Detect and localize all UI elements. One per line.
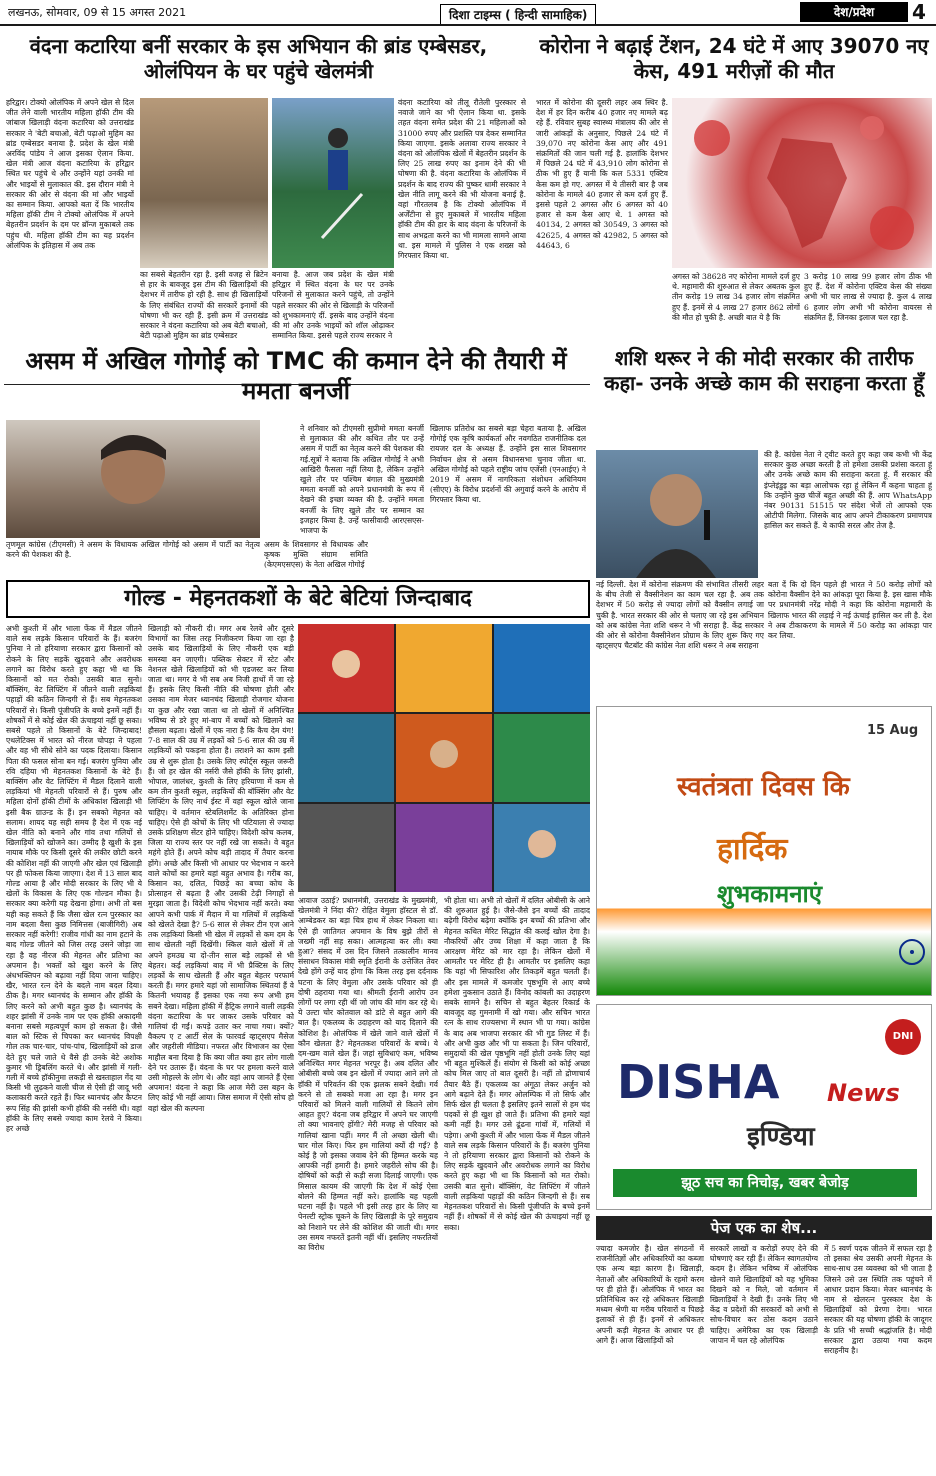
microphone-icon: DNI: [885, 1019, 921, 1055]
story4-col-top: की है. कांग्रेस नेता ने ट्वीट करते हुए कहा जब कभी भी केंद्र सरकार कुछ अच्छा करती है तो हमेशा उसकी प्रशंसा करता हूं और उनके अच्छे काम की सराहना करता हूं. मैं सरकार की इंप्लेइंडुइ का बड़ा आलोचक रहा हूं लेकिन मैं कहना चाहता हूं कि उन्होंने कुछ चीजें बहुत अच्छी की हैं. आप WhatsApp नंबर 90131 51515 पर संदेश भेजें तो आपको एक ओटीपी मिलेगा. जिसके बाद आप अपने टीकाकरण प्रमाणपत्र हासिल कर सकते हैं. ये काफी सरल और तेज है.: [764, 450, 932, 531]
story2-headline: कोरोना ने बढ़ाई टेंशन, 24 घंटे में आए 39070 नए केस, 491 मरीज़ों की मौत: [539, 34, 929, 83]
story2-col1: भारत में कोरोना की दूसरी लहर अब स्थिर है. देश में हर दिन करीब 40 हजार नए मामले बढ़ रहे हैं. रविवार सुबह स्वास्थ्य मंत्रालय की ओर से जारी आंकड़ों के अनुसार, पिछले 24 घंटे में 39,070 नए कोरोना केस आए और 491 संक्रमितों की जान चली गई है. हालांकि देशभर में पिछले 24 घंटे में 43,910 लोग कोरोना से ठीक भी हुए हैं यानी कि कल 5331 एक्टिव केस कम हो गए. अगस्त में ये तीसरी बार है जब कोरोना के मामले 40 हजार से कम दर्ज हुए हैं. इससे पहले 2 अगस्त और 6 अगस्त को 40 हजार से कम केस आए थे. 1 अगस्त को 40134, 2 अगस्त को 30549, 3 अगस्त को 42625, 4 अगस्त को 42982, 5 अगस्त को 44643, 6: [536, 98, 668, 250]
athletes-collage-icon: [298, 624, 590, 892]
brand-sub: इण्डिया: [747, 1122, 815, 1152]
continued-col3: में 5 स्वर्ण पदक जीतने में सफल रहा है तो इसका श्रेय उसकी अपनी मेहनत के साथ-साथ उस व्यवस्था को भी जाता है जिसने उसे उस स्थिति तक पहुंचने में आधार प्रदान किया। मेजर ध्यानचंद के नाम से खेलरत्न पुरस्कार देश के खिलाड़ियों को प्रेरणा देगा। भारत सरकार की यह घोषणा हॉकी के जादूगर के प्रति भी सच्ची श्रद्धांजलि है। मोदी सरकार द्वारा उठाया गया कदम सराहनीय है।: [824, 1244, 932, 1356]
story3-photo-portrait: [6, 420, 260, 538]
person-portrait-icon: [6, 420, 260, 538]
story5-col3: आवाज उठाई? प्रधानमंत्री, उत्तराखंड के मुख्यमंत्री, खेलमंत्री ने निंदा की? रोहित वेमुला हॉस्टल से डॉ. आम्बेडकर का बड़ा चित्र हाथ में लेकर निकला था। ऐसे ही जातिगत अपमान के विष बुझे तीरों से जख्मी नहीं सह सका। आत्महत्या कर ली। क्या हुआ? संसद में उस दिन जिसने तत्कालीन मानव संसाधन विकास मंत्री स्मृति ईरानी के उत्तेजित तेवर देखे होंगे उन्हें याद होगा कि किस तरह इस दर्दनाक घटना के लिए वेमुला और उसके परिवार को ही दोषी ठहराया गया था। श्रीमती ईरानी आरोप उन लोगों पर लगा रही थीं जो जांच की मांग कर रहे थे। ये उल्टा चोर कोतवाल को डांटे से बहुत आगे की बात है। एकलव्य के उदाहरण को याद दिलाने की कोशिश है। ओलंपिक में खेले जाने वाले खेलों में कौन खेलता है? मेहनतकश परिवारों के बच्चे। ये दम-खम वाले खेल हैं। जहां सुविधाएं कम, भविष्य अनिश्चित मगर मेहनत भरपूर है। अब दलित और ओबीसी बच्चे जब इन खेलों में ज्यादा आने लगे तो हॉकी में परिवर्तन की एक झलक सबने देखी। गर्व करने से तो सबको मजा आ रहा है। मगर इन परिवारों को मिलने वाली गालियों से कितने लोग आहत हुए? वंदना जब हरिद्वार में अपने घर जाएगी तो क्या भावनाएं होंगी? मेरी मजह से परिवार को गालियां खाना पड़ीं। मगर मैं तो अच्छा खेली थी। चार गोल किए। फिर हम गालियां क्यों दी गईं? है कोई है जो इसका जवाब देने की हिम्मत करके यह आपकी नहीं हमारी है। हमारे जहरीले सोच की है। दोषियों को कड़ी से कड़ी सजा दिलाई जाएगी। एक मिसाल कायम की जाएगी कि देश में कोई ऐसा बोलने की हिम्मत नहीं करे। हालांकि यह पहली घटना नहीं है। पहले भी इसी तरह हार के लिए या पेनल्टी स्ट्रोक चूकने के लिए खिलाड़ी के पूरे समुदाय को निशाने पर लेने की कोशिश की जाती थी। मगर उस समय नफरतें इतनी नहीं थीं। इसलिए नफरतियों का विरोध: [298, 896, 438, 1252]
story1-photo-hockey: [272, 98, 394, 268]
story5-col1: अभी कुश्ती में और भाला फेंक में मैडल जीतने वाले सब लड़के किसान परिवारों के हैं। बजरंग पुनिया ने तो हरियाणा सरकार द्वारा किसानों को रोकने के लिए सड़कें खुदवाने और अवरोधक लगाने का विरोध करते हुए कहा भी था कि किसानों को मत रोको। उसकी बात सुनो। बॉक्सिंग, वेट लिफ्टिंग में जीतने वाली लड़कियां पहाड़ों की कठिन जिन्दगी से हैं। सब मेहनतकश परिवारों से। किसी पूंजीपति के बच्चे इनमें नहीं हैं। शोषकों में से कोई खेल की ऊंचाइयां नहीं छू सका। सबसे पहले तो किसानों के बेटे जिन्दाबाद! एथलेटिक्स में भारत को नीरज चोपड़ा ने पहला और वह भी सीधे सोने का पदक दिलाया। किसान पिता की फसल सोना बन गई। बजरंग पुनिया और रवि दहिया भी मेहनतकश किसानों के बेटे हैं। बाक्सिंग और वेट लिफ्टिंग में मैडल दिलाने वाली लड़कियां भी मेहनती परिवारों से हैं। पुरुष और महिला दोनों हॉकी टीमों के अधिकांश खिलाड़ी भी इसी बैक ग्राउन्ड के हैं। इन सबको मेहनत को सलाम। शायद यह सही समय है देश में एक नई खेल नीति को बनाने और गांव तथा गलियों से खिलाड़ियों को खोजने का। उम्मीद है खुशी के इस नायाब मौके पर किसी दूसरे की लकीर छोटी करने की कोशिश नहीं की जाएगी और खेल एवं खिलाड़ी पर ही फोकस किया जाएगा। देश में 13 साल बाद गोल्ड आया है और मोदी सरकार के लिए भी ये खेलों के विकास के लिए एक गोल्डन मौका है। सरकार क्या करेगी यह देखना होगा। अभी तो बस यही कह सकते हैं कि जैसा खेल रत्न पुरस्कार का नाम बदला वैसा कुछ निमित्तस (बाजीगिरी) अब सरकार नहीं करेगी! राजीव गांधी का नाम हटाने के बाद गोल्ड जीतने को जिस तरह उसने जोड़ा जा रहा है वह नीरज की मेहनत और प्रतिभा का अपमान है। भक्तों को खुश करने के लिए अंधभक्तिपन को बढ़ावा नहीं दिया जाना चाहिए। खैर, भारत रत्न देने के बदले नाम बदल दिया। ठीक है। मगर ध्यानचंद के सम्मान और हॉकी के लिए करने को अभी बहुत कुछ है। ध्यानचंद के शहर झांसी में उनके नाम पर एक हॉकी अकादमी बनाना सबसे महत्वपूर्ण काम हो सकता है। जैसे बाल को स्टिक से चिपका कर ध्यानचंद विपक्षी गोल तक चार-चार, पांच-पांच, खिलाड़ियों को डाज देते हुए चले जाते थे वैसे ही उनके बेटे अशोक कुमार भी ड्रिबलिंग करते थे। और झांसी में गली-गली में बच्चे हॉकीनुमा लकड़ी से खस्ताहाल गेंद या किसी भी लुढ़कने वाली चीज से ऐसी ही जादू भरी कलाकारी करते रहते हैं। फिर ध्यानचंद और कैप्टन रूप सिंह की झांसी कभी हॉकी की नर्सरी थी। वहां हॉकी के लिए सबसे ज्यादा काम रेलवे ने किया। हर अच्छे: [6, 624, 142, 1133]
ad-date-tag: 15 Aug: [867, 723, 919, 738]
brand-news: News: [827, 1079, 900, 1107]
story2-col3: 3 करोड़ 10 लाख 99 हजार लोग ठीक भी हुए हैं. देश में कोरोना एक्टिव केस की संख्या अभी भी चार लाख से ज्यादा है. कुल 4 लाख 6 हजार लोग अभी भी कोरोना वायरस से संक्रमित हैं, जिनका इलाज चल रहा है.: [804, 272, 932, 322]
story5-col2: खिलाड़ी को नौकरी दी। मगर अब रेलवे और दूसरे विभागों का जिस तरह निजीकरण किया जा रहा है उसके बाद खिलाड़ियों के लिए नौकरी एक बड़ी समस्या बन जाएगी। पब्लिक सेक्टर में स्टेट और नेशनल खेले खिलाड़ियों को भी एडजस्ट कर लिया जाता था। मगर वे भी सब अब निजी हाथों में जा रहे हैं। इसके लिए किसी नीति की घोषणा होती और उसका नाम मेजर ध्यानचंद खिलाड़ी रोजगार योजना या कुछ और रखा जाता था तो खेलों में अनिश्चित भविष्य से डरे हुए मां-बाप में बच्चों को खिलाने का हौसला बढ़ता। खेलों में एक नारा है कि कैच देम यंग! 7-8 साल की उम्र में लड़कों को 5-6 साल की उम्र में लड़कियों को पकड़ना होता है। तराशने का काम इसी उम्र से शुरू होता है। उसके लिए स्पोर्ट्स स्कूल जरूरी हैं। जो हर खेल की नर्सरी जैसे हॉकी के लिए झांसी, भोपाल, जालंधर, कुश्ती के लिए हरियाणा में कम से कम तीन कुश्ती स्कूल, लड़कियों की बॉक्सिंग और वेट लिफ्टिंग के लिए नार्थ ईस्ट में वहां स्कूल खोले जाना चाहिए। ये वर्तमान स्टेबलिशमेंट के अतिरिक्त होना चाहिए। ऐसे ही कोचों के लिए भी पटियाला से ज्यादा उसके प्रशिक्षण सेंटर होने चाहिए। विदेशी कोच कलब, जिला या राज्य स्तर पर नहीं रखे जा सकते। वे बहुत महंगे होते हैं। अपने कोच बड़ी तादाद में तैयार करना होंगे। अच्छे और किसी भी आधार पर भेदभाव न करने वाले कोचों का हमारे यहां बहुत अभाव है। गरीब का, किसान का, दलित, पिछड़े का बच्चा कोच के प्रोत्साहन से बढ़ता है और उसकी टेढ़ी निगाहों से मुरझा जाता है। विदेशी कोच भेदभाव नहीं करते। क्या आपने कभी पार्क में मैदान में या गलियों में लड़कियों को खेलते देखा है? 5-6 साल से लेकर टीन एज आने तक लड़कियां किसी भी खेल में लड़कों से कम दम के साथ खेलती नहीं दिखेंगी। स्किल वाले खेलों में तो अपने हमउम्र या दो-तीन साल बड़े लड़कों से भी बेहतर। कई लड़कियां बाद में भी प्रैक्टिस के लिए लड़कों के साथ खेलती हैं और बहुत बेहतर परफार्म करती हैं। मगर हमारे यहां जो सामाजिक स्थितयां हैं वे कितनी भयावह हैं इसका एक नया रूप अभी हम सबने देखा। महिला हॉकी में हैट्रिक लगाने वाली लड़की वंदना कटारिया के घर जाकर उसके परिवार को गालियां दी गईं। कपड़े उतार कर नाचा गया। क्यों? वैकल्प ए ट आर्टी सेल के फारवर्ड व्हाट्सएप मैसेज और जहरीली मीडिया। नफरत और विभाजन का ऐसा माहौल बना दिया है कि क्या जीत क्या हार लोग गाली देने पर उतारू हैं। वंदना के घर पर हमला करने वाले उसी मोहल्ले के लोग थे। और वहां आप जानते हैं ऐसा अपमान! वंदना ने कहा कि आज मेरी उस बहन के लिए कोई भी नहीं आया। जिस समाज में ऐसी सोच हो वहां खेल की कल्पना: [148, 624, 294, 1113]
ad-line2: हार्दिक: [717, 832, 788, 867]
story1-photo-ceremony: [140, 98, 268, 268]
story3-col3: ने शनिवार को टीएमसी सुप्रीमो ममता बनर्जी से मुलाकात की और कथित तौर पर उन्हें असम में पार्टी का नेतृत्व करने की पेशकश की गई.सूत्रों ने बताया कि अखिल गोगोई ने अभी आखिरी फैसला नहीं लिया है, लेकिन उन्होंने खुले तौर पर पश्चिम बंगाल की मुख्यमंत्री ममता बनर्जी को अपने प्रधानमंत्री के रूप में देखने की इच्छा व्यक्त की है. उन्होंने ममता बनर्जी के लिए खुले तौर पर सम्मान का इजहार किया है. उन्हें फासीवादी आरएसएस-भाजपा के: [300, 424, 424, 536]
brand-disha: DISHA: [617, 1055, 780, 1109]
story3-col4: खिलाफ प्रतिरोध का सबसे बड़ा चेहरा बताया है. अखिल गोगोई एक कृषि कार्यकर्ता और नवगठित राजनीतिक दल रायजर दल के अध्यक्ष हैं. उन्होंने इस साल शिवसागर निर्वाचन क्षेत्र से असम विधानसभा चुनाव जीता था. अखिल गोगोई को पहले राष्ट्रीय जांच एजेंसी (एनआईए) ने 2019 में असम में नागरिकता संशोधन अधिनियम (सीएए) के विरोध प्रदर्शनों की अगुवाई करने के आरोप में गिरफ्तार किया था.: [430, 424, 586, 505]
story1-col1: हरिद्वार। टोक्यो ओलंपिक में अपने खेल से दिल जीत लेने वाली भारतीय महिला हॉकी टीम की जांबाज खिलाड़ी वंदना कटारिया को उत्तराखंड सरकार ने 'बेटी बचाओ, बेटी पढ़ाओ मुहिम का ब्रांड एम्बेसडर बनाया है. प्रदेश के खेल मंत्री अरविंद पांडेय ने आज इसका ऐलान किया. खेल मंत्री आज वंदना कटारिया के हरिद्वार स्थित घर पहुंचे थे और उन्होंने यहां उनकी मां और भाइयों से मुलाकात की. इस दौरान मंत्री ने सरकार की ओर से वंदना की मां और भाइयों का सम्मान किया. आपको बता दें कि भारतीय महिला हॉकी टीम ने टोक्यो ओलंपिक में अपने बेहतरीन प्रदर्शन के दम पर ब्रॉन्ज मुकाबले तक पहुंच थी. महिला हॉकी टीम का यह प्रदर्शन ओलंपिक के इतिहास में अब तक: [6, 98, 134, 250]
page-header: [0, 0, 936, 26]
section-label: देश/प्रदेश: [800, 2, 908, 22]
masthead: दिशा टाइम्स ( हिन्दी सामाहिक): [440, 4, 596, 25]
story1-col4: वंदना कटारिया को तीलू रौतेली पुरस्कार से नवाजे जाने का भी ऐलान किया था. इसके तहत वंदना समेत प्रदेश की 21 महिलाओं को 31000 रुपए और प्रशस्ति पत्र देकर सम्मानित किया जाएगा. इसके अलावा राज्य सरकार ने वंदना को ओलंपिक खेलों में बेहतरीन प्रदर्शन के लिए 25 लाख रुपए का इनाम देने की भी घोषणा की है. वंदना कटारिया के ओलंपिक में प्रदर्शन के बाद राज्य की पुष्कर धामी सरकार ने खेल नीति लागू करने की भी योजना बनाई है. वहां गौरतलब है कि टोक्यो ओलंपिक में अर्जेंटीना से हुए मुकाबले में भारतीय महिला हॉकी टीम की हार के बाद वंदना के परिजनों के साथ अभद्रता करने का भी मामला सामने आया था. इस मामले में पुलिस ने एक शख्स को गिरफ्तार किया था.: [398, 98, 526, 261]
story3-caption: तृणमूल कांग्रेस (टीएमसी) ने असम के विधायक अखिल गोगोई को असम में पार्टी का नेतृत्व करने की पेशकश की है.: [6, 540, 260, 560]
story4-headline: शशि थरूर ने की मोदी सरकार की तारीफ कहा- उनके अच्छे काम की सराहना करता हूँ: [604, 346, 924, 395]
ad-tagline: झूठ सच का निचोड़, खबर बेजोड़: [613, 1169, 917, 1197]
story5-photo-athletes: [298, 624, 590, 892]
story5-headline: गोल्ड - मेहनतकशों के बेटे बेटियां जिन्दाबाद: [6, 580, 590, 618]
ad-line1: स्वतंत्रता दिवस कि: [677, 772, 850, 802]
virus-icon: [672, 98, 932, 268]
ashoka-chakra-icon: [897, 937, 927, 967]
dateline: लखनऊ, सोमवार, 09 से 15 अगस्त 2021: [8, 6, 187, 19]
person-portrait-icon: [596, 450, 758, 578]
story2-photo-virus: [672, 98, 932, 268]
continued-col2: सरकारें लाखों व करोड़ों रुपए देने की घोषणाएं कर रही हैं। लेकिन स्वागतयोग्य कदम है। लेकिन भविष्य में ओलंपिक खेलने वाले खिलाड़ियों को यह भूमिका दिखने को न मिले, जो वर्तमान में खिलाड़ियों ने देखी हैं। उनके लिए भी केंद्र व प्रदेशों की सरकारों को अभी से सोच-विचार कर ठोस कदम उठाने चाहिए। अमेरिका का एक खिलाड़ी जापान में चल रहे ओलंपिक: [710, 1244, 818, 1345]
continued-heading: पेज एक का शेष...: [596, 1216, 932, 1240]
hockey-player-icon: [272, 98, 394, 268]
continued-col1: ज्यादा कमजोर है। खेल संगठनों में राजनीतिज्ञों और अधिकारियों का कब्जा एक अन्य बड़ा कारण है। खिलाड़ी, नेताओं और अधिकारियों के रहमो करम पर ही होते हैं। ओलंपिक में भारत का प्रतिनिधित्व कर रहे अधिकतर खिलाड़ी मध्यम श्रेणी या गरीब परिवारों व पिछड़े इलाकों से ही हैं। इनमें से अधिकतर अपनी कड़ी मेहनत के आधार पर ही आगे हैं। आज खिलाड़ियों को: [596, 1244, 704, 1345]
page-number: 4: [912, 0, 926, 24]
story3-col2: असम के शिवसागर से विधायक और कृषक मुक्ति संग्राम समिति (केएमएसएस) के नेता अखिल गोगोई: [264, 540, 368, 570]
story1-col2: का सबसे बेहतरीन रहा है. इसी वजह से ब्रिटेन से हार के बावजूद इस टीम की खिलाड़ियों की देशभर में तारीफ हो रही है. साथ ही खिलाड़ियों के लिए संबंधित राज्यों की सरकारें इनामों की घोषणा भी कर रही हैं. इसी क्रम में उत्तराखंड सरकार ने वंदना कटारिया को अब बेटी बचाओ, बेटी पढ़ाओ मुहिम का ब्रांड एम्बेसडर: [140, 270, 268, 341]
story3-headline: असम में अखिल गोगोई को TMC की कमान देने की तैयारी में ममता बनर्जी: [25, 347, 567, 405]
story4-photo-portrait: [596, 450, 758, 578]
story2-col2: अगस्त को 38628 नए कोरोना मामले दर्ज हुए थे. महामारी की शुरुआत से लेकर अबतक कुल तीन करोड़ 19 लाख 34 हजार लोग संक्रमित हुए हैं. इनमें से 4 लाख 27 हजार 862 लोगों की मौत हो चुकी है. अच्छी बात ये है कि: [672, 272, 800, 322]
independence-day-ad: [596, 706, 932, 996]
story4-col-left: नई दिल्ली. देश में कोरोना संक्रमण की संभावित तीसरी लहर के बीच तेजी से वैक्सीनेशन का काम चल रहा है. अब तक देशभर में 50 करोड़ से ज्यादा लोगों को वैक्सीन लगाई जा चुकी है. भारत सरकार की ओर से चलाए जा रहे इस अभियान को अब कांग्रेस नेता शशि थरूर ने भी सराहा है. केंद्र सरकार की ओर से कोरोना वैक्सीनेशन प्रोग्राम के लिए शुरू किए गए व्हाट्सएप चैटबॉट की कांग्रेस नेता शशि थरूर ने अब सराहना: [596, 580, 764, 651]
story1-col3: बनाया है. आज जब प्रदेश के खेल मंत्री हरिद्वार में स्थित वंदना के घर पर उनके परिजनों से मुलाकात करने पहुंचे, तो उन्होंने पहले सरकार की ओर से खिलाड़ी के परिजनों को शुभकामनाएं दीं. इसके बाद उन्होंने वंदना की मां और उनके भाइयों को शॉल ओढ़ाकर सम्मानित किया. इससे पहले राज्य सरकार ने: [272, 270, 394, 341]
story5-col4: भी होता था। अभी तो खेलों में दलित ओबीसी के आने की शुरुआत हुई है। जैसे-जैसे इन बच्चों की तादाद बढ़ेगी विरोध बढ़ेगा क्योंकि इन बच्चों की प्रतिभा और मेहनत कथित मेरिट सिद्धांत की कलई खोल देगा है। नौकरियों और उच्च शिक्षा में कहा जाता है कि आरक्षण मेरिट को मार रहा है। लेकिन खेलों में आमतौर पर मेरिट ही है। आमतौर पर इसलिए कहा कि यहां भी सिफारिश और तिकड़में बहुत चलती हैं। और इस मामले में कमजोर पृष्ठभूमि से आए बच्चे हमेशा नुकसान उठाते हैं। विनोद कांबली का उदाहरण सबके सामने है। सचिन से बहुत बेहतर रिकार्ड के बावजूद वह गुमनामी में खो गया। और सचिन भारत रत्न के साथ राज्यसभा में स्थान भी पा गया। कांग्रेस के बाद अब भाजपा सरकार की भी गुड लिस्ट में हैं। और अभी कुछ और भी पा सकता है। जिन परिवारों, समुदायों की खेल पृष्ठभूमि नहीं होती उनके लिए यहां भी बहुत मुश्किलें हैं। संयोग से किसी को कोई अच्छा कोच मिल जाए तो बात दूसरी है। नहीं तो द्रोणाचार्य तैयार बैठे हैं। एकलव्य का अंगूठा लेकर अर्जुन को आगे बढ़ाने देते हैं। मगर ओलम्पिक में तो सिर्फ और सिर्फ खेल ही चलता है इसलिए इतने सालों से हम चंद पदकों से ही खुश हो जाते हैं। प्रतिभा की हमारे यहां कमी नहीं है। मगर उसे ढूंढना गांवों में, गलियों में पड़ेगा। अभी कुश्ती में और भाला फेंक में मैडल जीतने वाले सब लड़के किसान परिवारों के हैं। बजरंग पुनिया ने तो हरियाणा सरकार द्वारा किसानों को रोकने के लिए सड़कें खुदवाने और अवरोधक लगाने का विरोध करते हुए कहा भी था कि किसानों को मत रोको। उसकी बात सुनो। बॉक्सिंग, वेट लिफ्टिंग में जीतने वाली लड़कियां पहाड़ों की कठिन जिन्दगी से हैं। सब मेहनतकश परिवारों से। किसी पूंजीपति के बच्चे इनमें नहीं हैं। शोषकों में से कोई खेल की ऊंचाइयां नहीं छू सका।: [444, 896, 590, 1232]
disha-news-ad: [596, 1004, 932, 1210]
story1-headline: वंदना कटारिया बनीं सरकार के इस अभियान की ब्रांड एम्बेसडर, ओलंपियन के घर पहुंचे खेलमंत्री: [29, 34, 488, 83]
story4-col-right: बता दें कि दो दिन पहले ही भारत ने 50 करोड़ लोगों को कोरोना वैक्सीन देने का आंकड़ा पूरा किया है. इस खास मौके पर प्रधानमंत्री नरेंद्र मोदी ने कहा कि कोरोना महामारी के खिलाफ भारत की लड़ाई ने नई ऊंचाई हासिल कर ली है. देश ने अब टीकाकरण के मामले में 50 करोड़ का आंकड़ा पार कर लिया.: [768, 580, 932, 641]
ad-line3: शुभकामनाएं: [717, 879, 822, 908]
